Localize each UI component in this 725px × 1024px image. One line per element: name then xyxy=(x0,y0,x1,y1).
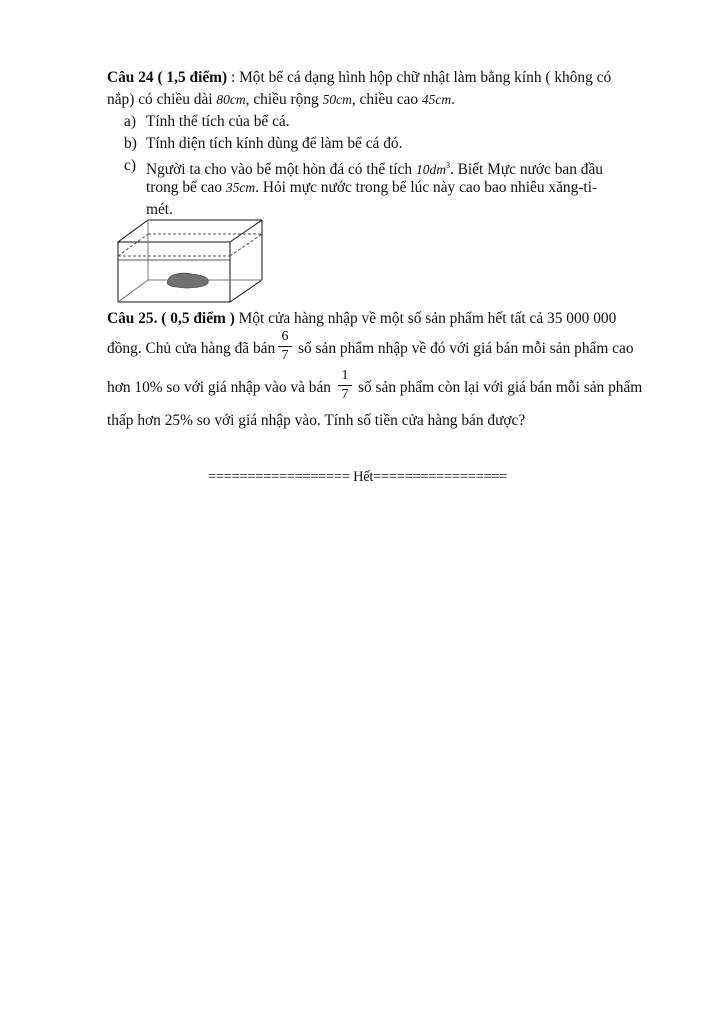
q25-line-3-b: số sản phẩm còn lại với giá bán mỗi sản phẩm xyxy=(358,379,643,396)
fraction-denominator: 7 xyxy=(341,387,349,402)
fraction-one-seventh xyxy=(338,368,352,403)
q25-line-3-a: hơn 10% so với giá nhập vào và bán xyxy=(107,379,332,396)
fraction-numerator: 1 xyxy=(341,368,349,383)
aquarium-hidden-edge xyxy=(118,280,148,302)
q24-stone-volume: 10dm xyxy=(415,162,446,178)
aquarium-edge xyxy=(118,220,148,242)
stone-shape xyxy=(167,273,208,288)
aquarium-edge xyxy=(230,280,262,302)
fraction-six-sevenths xyxy=(278,329,292,364)
q24-line-2 xyxy=(107,90,455,110)
q24-text: Người ta cho vào bể một hòn đá có thể tích xyxy=(146,161,416,179)
q24-text: . Hỏi mực nước trong bể lúc này cao bao nhiêu xăng-ti- xyxy=(255,179,598,196)
q24-height: 45cm xyxy=(421,92,452,107)
q24-line-1 xyxy=(107,68,611,88)
q25-line-1 xyxy=(107,309,616,329)
water-level-line xyxy=(118,234,148,256)
q24-text: trong bể cao xyxy=(146,179,226,196)
q24-text: . xyxy=(451,91,456,108)
q24-part-c-line-3: mét. xyxy=(146,201,173,218)
q24-text: . Biết Mực nước ban đầu xyxy=(449,161,603,179)
q24-stone-volume-exponent: 3 xyxy=(445,161,450,170)
fraction-bar xyxy=(278,346,292,347)
fraction-denominator: 7 xyxy=(281,348,289,363)
q24-part-c-label: c) xyxy=(124,157,136,174)
q24-text: nắp) có chiều dài xyxy=(107,91,217,108)
aquarium-front-face xyxy=(118,242,230,302)
end-marker: ================== Hết================= xyxy=(208,469,508,485)
q24-intro: : Một bể cá dạng hình hộp chữ nhật làm bằng kính ( không có xyxy=(227,69,612,86)
aquarium-edge xyxy=(230,220,262,242)
q24-part-c xyxy=(124,156,136,176)
q25-line-2-b: số sản phẩm nhập về đó với giá bán mỗi sản phẩm cao xyxy=(298,340,634,357)
q24-part-a-label: a) xyxy=(124,113,136,130)
q24-part-a-text: Tính thể tích của bể cá. xyxy=(146,113,290,130)
q25-line-2-a: đồng. Chủ cửa hàng đã bán xyxy=(107,340,276,357)
q24-part-c-line-1 xyxy=(146,156,603,180)
water-level-line xyxy=(230,234,262,256)
fraction-bar xyxy=(338,385,352,386)
q25-line-4: thấp hơn 25% so với giá nhập vào. Tính số tiền cửa hàng bán được? xyxy=(107,412,526,429)
q25-label: Câu 25. ( 0,5 điểm ) xyxy=(107,310,235,327)
q24-text: , chiều cao xyxy=(351,91,422,108)
q24-text: , chiều rộng xyxy=(245,91,323,108)
q24-water-level: 35cm xyxy=(225,180,256,195)
q24-length: 80cm xyxy=(216,92,246,107)
q24-part-c-line-2 xyxy=(146,178,597,198)
q24-label: Câu 24 ( 1,5 điểm) xyxy=(107,69,228,86)
q24-part-b-label: b) xyxy=(124,135,137,152)
q24-width: 50cm xyxy=(322,92,352,107)
aquarium-illustration xyxy=(112,218,272,308)
fraction-numerator: 6 xyxy=(281,329,289,344)
q24-part-b xyxy=(124,134,137,154)
q25-intro: Một cửa hàng nhập về một số sản phẩm hết tất cả 35 000 000 xyxy=(234,310,617,327)
q24-part-a xyxy=(124,112,136,132)
q24-part-b-text: Tính diện tích kính dùng để làm bể cá đó. xyxy=(146,135,403,152)
